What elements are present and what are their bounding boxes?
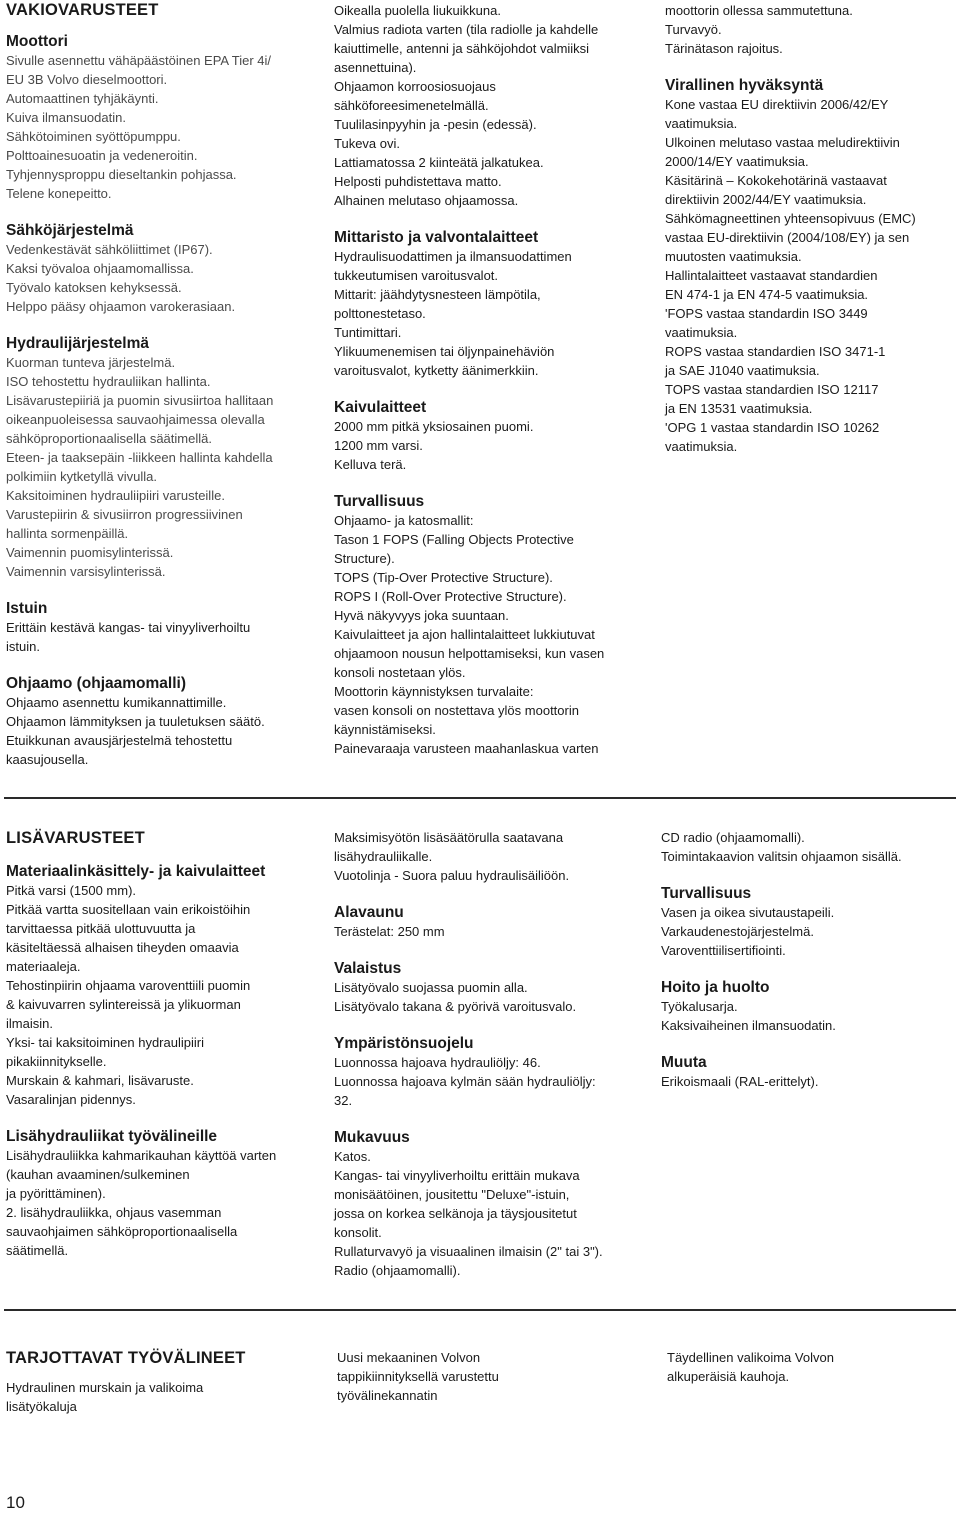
text-line: Katos.: [334, 1149, 371, 1164]
text-line: asennettuina).: [334, 60, 417, 75]
text-line: Hyvä näkyvyys joka suuntaan.: [334, 608, 509, 623]
text-line: Kaivulaitteet ja ajon hallintalaitteet lukkiutuvat: [334, 627, 595, 642]
text-line: Vasen ja oikea sivutaustapeili.: [661, 905, 835, 920]
text-line: Tason 1 FOPS (Falling Objects Protective: [334, 532, 574, 547]
section-heading: Istuin: [6, 600, 48, 617]
text-line: Vaimennin puomisylinterissä.: [6, 545, 174, 560]
text-line: Alhainen melutaso ohjaamossa.: [334, 193, 519, 208]
text-line: materiaaleja.: [6, 959, 81, 974]
content-block: [665, 1, 960, 58]
text-line: Pitkää vartta suositellaan vain erikoistöihin: [6, 902, 251, 917]
text-line: Tehostinpiirin ohjaama varoventtiili puomin: [6, 978, 251, 993]
content-block: [661, 884, 960, 960]
section-heading: Mukavuus: [334, 1129, 410, 1146]
text-line: tappikiinnityksellä varustettu: [337, 1369, 499, 1384]
s1-col1: [6, 0, 306, 769]
text-line: alkuperäisiä kauhoja.: [667, 1369, 790, 1384]
content-block: [334, 228, 634, 380]
text-line: Eteen- ja taaksepäin -liikkeen hallinta kahdella: [6, 450, 273, 465]
text-line: muutosten vaatimuksia.: [665, 249, 802, 264]
text-line: Lisätyövalo takana & pyörivä varoitusvalo.: [334, 999, 577, 1014]
text-line: ohjaamoon nousun helpottamiseksi, kun vasen: [334, 646, 605, 661]
text-line: 1200 mm varsi.: [334, 438, 423, 453]
text-line: 2000 mm pitkä yksiosainen puomi.: [334, 419, 534, 434]
text-line: Kelluva terä.: [334, 457, 407, 472]
text-line: Kuorman tunteva järjestelmä.: [6, 355, 176, 370]
s1-col2: [334, 1, 634, 758]
text-line: Työvalo katoksen kehyksessä.: [6, 280, 182, 295]
text-line: EN 474-1 ja EN 474-5 vaatimuksia.: [665, 287, 869, 302]
text-line: & kaivuvarren sylintereissä ja ylikuorman: [6, 997, 241, 1012]
text-line: ISO tehostettu hydrauliikan hallinta.: [6, 374, 211, 389]
section-heading: Turvallisuus: [334, 493, 425, 510]
section-title-lisavarusteet: LISÄVARUSTEET: [6, 829, 145, 847]
s2-col1-body: [6, 862, 306, 1260]
text-line: TOPS vastaa standardien ISO 12117: [665, 382, 879, 397]
text-line: Ohjaamo- ja katosmallit:: [334, 513, 474, 528]
s2-col1: [6, 828, 306, 1260]
text-line: sähköproportionaalisella säätimellä.: [6, 431, 212, 446]
content-block: [334, 828, 634, 885]
text-line: Yksi- tai kaksitoiminen hydraulipiiri: [6, 1035, 204, 1050]
content-block: [661, 828, 960, 866]
content-block: [334, 1, 634, 210]
text-line: EU 3B Volvo dieselmoottori.: [6, 72, 168, 87]
text-line: Tuntimittari.: [334, 325, 402, 340]
text-line: Uusi mekaaninen Volvon: [337, 1350, 481, 1365]
text-line: ilmaisin.: [6, 1016, 53, 1031]
text-line: Varustepiirin & sivusiirron progressiivinen: [6, 507, 243, 522]
text-line: Kaksi työvaloa ohjaamomallissa.: [6, 261, 194, 276]
content-block: [6, 221, 306, 316]
content-block: [6, 674, 306, 769]
text-line: kaiuttimelle, antenni ja sähköjohdot valmiiksi: [334, 41, 590, 56]
text-line: 2000/14/EY vaatimuksia.: [665, 154, 809, 169]
text-line: varoitusvalot, kytketty äänimerkkiin.: [334, 363, 539, 378]
text-line: Hydraulinen murskain ja valikoima: [6, 1380, 204, 1395]
text-line: ja SAE J1040 vaatimuksia.: [665, 363, 820, 378]
text-line: Ohjaamon korroosiosuojaus: [334, 79, 496, 94]
text-line: Painevaraaja varusteen maahanlaskua varten: [334, 741, 599, 756]
text-line: Tyhjennysproppu dieseltankin pohjassa.: [6, 167, 237, 182]
text-line: Erittäin kestävä kangas- tai vinyyliverhoiltu: [6, 620, 251, 635]
content-block: [6, 599, 306, 656]
content-block: [334, 492, 634, 758]
section-heading: Ympäristönsuojelu: [334, 1035, 474, 1052]
text-line: Kuiva ilmansuodatin.: [6, 110, 126, 125]
text-line: Vuotolinja - Suora paluu hydraulisäiliöön.: [334, 868, 570, 883]
s2-col2-body: [334, 828, 634, 1280]
content-block: [334, 1128, 634, 1280]
text-line: Täydellinen valikoima Volvon: [667, 1350, 834, 1365]
text-line: säätimellä.: [6, 1243, 69, 1258]
text-line: 32.: [334, 1093, 353, 1108]
s3-col3: [667, 1348, 960, 1386]
text-line: oikeanpuoleisessa sauvaohjaimessa olevalla: [6, 412, 265, 427]
text-line: Ylikuumenemisen tai öljynpainehäviön: [334, 344, 555, 359]
text-line: Lattiamatossa 2 kiinteätä jalkatukea.: [334, 155, 544, 170]
text-line: Ohjaamo asennettu kumikannattimille.: [6, 695, 227, 710]
text-line: sähköforeesimenetelmällä.: [334, 98, 489, 113]
section-heading: Lisähydrauliikat työvälineille: [6, 1128, 218, 1145]
text-line: vaatimuksia.: [665, 439, 738, 454]
s2-col3: [661, 828, 960, 1091]
text-line: työvälinekannatin: [337, 1388, 438, 1403]
content-block: [334, 959, 634, 1016]
text-line: Kangas- tai vinyyliverhoiltu erittäin mukava: [334, 1168, 580, 1183]
content-block: [665, 76, 960, 456]
s3-col1-body: [6, 1378, 306, 1416]
text-line: (kauhan avaaminen/sulkeminen: [6, 1167, 190, 1182]
text-line: Telene konepeitto.: [6, 186, 112, 201]
text-line: tarvittaessa pitkää ulottuvuutta ja: [6, 921, 196, 936]
text-line: hallinta sormenpäillä.: [6, 526, 129, 541]
content-block: [661, 978, 960, 1035]
text-line: Lisävarustepiiriä ja puomin sivusiirtoa hallitaan: [6, 393, 274, 408]
text-line: 2. lisähydrauliikka, ohjaus vasemman: [6, 1205, 222, 1220]
text-line: Vedenkestävät sähköliittimet (IP67).: [6, 242, 213, 257]
s3-col2: [337, 1348, 637, 1405]
content-block: [661, 1053, 960, 1091]
text-line: Erikoismaali (RAL-erittelyt).: [661, 1074, 819, 1089]
text-line: Terästelat: 250 mm: [334, 924, 445, 939]
text-line: Pitkä varsi (1500 mm).: [6, 883, 137, 898]
text-line: kaasujousella.: [6, 752, 89, 767]
text-line: Rullaturvavyö ja visuaalinen ilmaisin (2" tai 3").: [334, 1244, 603, 1259]
text-line: Polttoainesuoatin ja vedeneroitin.: [6, 148, 198, 163]
section-heading: Sähköjärjestelmä: [6, 222, 134, 239]
text-line: Ulkoinen melutaso vastaa meludirektiivin: [665, 135, 900, 150]
text-line: ROPS I (Roll-Over Protective Structure).: [334, 589, 567, 604]
text-line: Automaattinen tyhjäkäynti.: [6, 91, 159, 106]
section-heading: Hoito ja huolto: [661, 979, 770, 996]
text-line: moottorin ollessa sammutettuna.: [665, 3, 853, 18]
text-line: Valmius radiota varten (tila radiolle ja kahdelle: [334, 22, 599, 37]
text-line: vaatimuksia.: [665, 116, 738, 131]
text-line: TOPS (Tip-Over Protective Structure).: [334, 570, 553, 585]
content-block: [6, 334, 306, 581]
text-line: konsoli nostetaan ylös.: [334, 665, 466, 680]
text-line: pikakiinnitykselle.: [6, 1054, 107, 1069]
section-heading: Muuta: [661, 1054, 707, 1071]
text-line: ja pyörittäminen).: [6, 1186, 106, 1201]
text-line: direktiivin 2002/44/EY vaatimuksia.: [665, 192, 867, 207]
section-heading: Hydraulijärjestelmä: [6, 335, 150, 352]
text-line: CD radio (ohjaamomalli).: [661, 830, 805, 845]
section-title-tarjottavat-tyovalineet: TARJOTTAVAT TYÖVÄLINEET: [6, 1349, 246, 1367]
content-block: [6, 1127, 306, 1260]
text-line: tukkeutumisen varoitusvalot.: [334, 268, 499, 283]
text-line: Sähkötoiminen syöttöpumppu.: [6, 129, 181, 144]
section-heading: Valaistus: [334, 960, 402, 977]
text-line: Moottorin käynnistyksen turvalaite:: [334, 684, 534, 699]
text-line: Hallintalaitteet vastaavat standardien: [665, 268, 878, 283]
text-line: jossa on korkea selkänoja ja täysjousitetut: [334, 1206, 577, 1221]
section-heading: Materiaalinkäsittely- ja kaivulaitteet: [6, 863, 266, 880]
text-line: Lisätyövalo suojassa puomin alla.: [334, 980, 528, 995]
content-block: [334, 903, 634, 941]
text-line: käynnistämiseksi.: [334, 722, 436, 737]
section-title-vakiovarusteet: VAKIOVARUSTEET: [6, 1, 159, 19]
text-line: ROPS vastaa standardien ISO 3471-1: [665, 344, 886, 359]
text-line: Maksimisyötön lisäsäätörulla saatavana: [334, 830, 564, 845]
text-line: Murskain & kahmari, lisävaruste.: [6, 1073, 194, 1088]
text-line: vastaa EU-direktiivin (2004/108/EY) ja sen: [665, 230, 910, 245]
s3-col2-body: [337, 1348, 637, 1405]
s1-col3-body: [665, 1, 960, 456]
section-heading: Kaivulaitteet: [334, 399, 427, 416]
s1-col1-body: [6, 32, 306, 769]
text-line: Tärinätason rajoitus.: [665, 41, 783, 56]
divider-2: [4, 1309, 956, 1311]
text-line: Luonnossa hajoava kylmän sään hydrauliöljy:: [334, 1074, 596, 1089]
divider-1: [4, 797, 956, 799]
text-line: Tukeva ovi.: [334, 136, 400, 151]
text-line: Lisähydrauliikka kahmarikauhan käyttöä varten: [6, 1148, 277, 1163]
text-line: istuin.: [6, 639, 40, 654]
text-line: ja EN 13531 vaatimuksia.: [665, 401, 813, 416]
text-line: polttonestetaso.: [334, 306, 426, 321]
text-line: Työkalusarja.: [661, 999, 738, 1014]
text-line: Sähkömagneettinen yhteensopivuus (EMC): [665, 211, 916, 226]
text-line: Tuulilasinpyyhin ja -pesin (edessä).: [334, 117, 537, 132]
text-line: Radio (ohjaamomalli).: [334, 1263, 461, 1278]
text-line: polkimiin kytketyllä vivulla.: [6, 469, 157, 484]
text-line: vaatimuksia.: [665, 325, 738, 340]
content-block: [334, 1034, 634, 1110]
text-line: Kaksitoiminen hydrauliipiiri varusteille.: [6, 488, 225, 503]
content-block: [6, 32, 306, 203]
text-line: vasen konsoli on nostettava ylös moottorin: [334, 703, 579, 718]
text-line: Mittarit: jäähdytysnesteen lämpötila,: [334, 287, 541, 302]
s3-col3-body: [667, 1348, 960, 1386]
text-line: Ohjaamon lämmityksen ja tuuletuksen säätö.: [6, 714, 265, 729]
section-heading: Mittaristo ja valvontalaitteet: [334, 229, 539, 246]
text-line: Structure).: [334, 551, 395, 566]
text-line: Helppo pääsy ohjaamon varokerasiaan.: [6, 299, 236, 314]
section-heading: Alavaunu: [334, 904, 404, 921]
text-line: Varkaudenestojärjestelmä.: [661, 924, 814, 939]
section-heading: Ohjaamo (ohjaamomalli): [6, 675, 187, 692]
text-line: Luonnossa hajoava hydrauliöljy: 46.: [334, 1055, 541, 1070]
page-number: 10: [6, 1493, 25, 1512]
text-line: lisätyökaluja: [6, 1399, 77, 1414]
text-line: Kone vastaa EU direktiivin 2006/42/EY: [665, 97, 889, 112]
text-line: Varoventtiilisertifiointi.: [661, 943, 786, 958]
text-line: Hydraulisuodattimen ja ilmansuodattimen: [334, 249, 572, 264]
text-line: Toimintakaavion valitsin ohjaamon sisällä.: [661, 849, 902, 864]
text-line: konsolit.: [334, 1225, 382, 1240]
text-line: Oikealla puolella liukuikkuna.: [334, 3, 501, 18]
text-line: Vasaralinjan pidennys.: [6, 1092, 136, 1107]
text-line: monisäätöinen, jousitettu "Deluxe"-istuin,: [334, 1187, 570, 1202]
text-line: sauvaohjaimen sähköproportionaalisella: [6, 1224, 238, 1239]
section-heading: Moottori: [6, 33, 68, 50]
s3-col1: [6, 1348, 306, 1416]
s2-col3-body: [661, 828, 960, 1091]
text-line: 'FOPS vastaa standardin ISO 3449: [665, 306, 868, 321]
content-block: [6, 862, 306, 1109]
text-line: Sivulle asennettu vähäpäästöinen EPA Tier 4i/: [6, 53, 271, 68]
text-line: Kaksivaiheinen ilmansuodatin.: [661, 1018, 836, 1033]
text-line: Vaimennin varsisylinterissä.: [6, 564, 166, 579]
text-line: Helposti puhdistettava matto.: [334, 174, 502, 189]
content-block: [334, 398, 634, 474]
text-line: Käsitärinä – Kokokehotärinä vastaavat: [665, 173, 887, 188]
text-line: 'OPG 1 vastaa standardin ISO 10262: [665, 420, 880, 435]
text-line: Turvavyö.: [665, 22, 722, 37]
text-line: lisähydrauliikalle.: [334, 849, 433, 864]
s2-col2: [334, 828, 634, 1280]
s1-col3: [665, 1, 960, 456]
s1-col2-body: [334, 1, 634, 758]
section-heading: Virallinen hyväksyntä: [665, 77, 824, 94]
text-line: käsiteltäessä alhaisen tiheyden omaavia: [6, 940, 239, 955]
text-line: Etuikkunan avausjärjestelmä tehostettu: [6, 733, 233, 748]
section-heading: Turvallisuus: [661, 885, 752, 902]
